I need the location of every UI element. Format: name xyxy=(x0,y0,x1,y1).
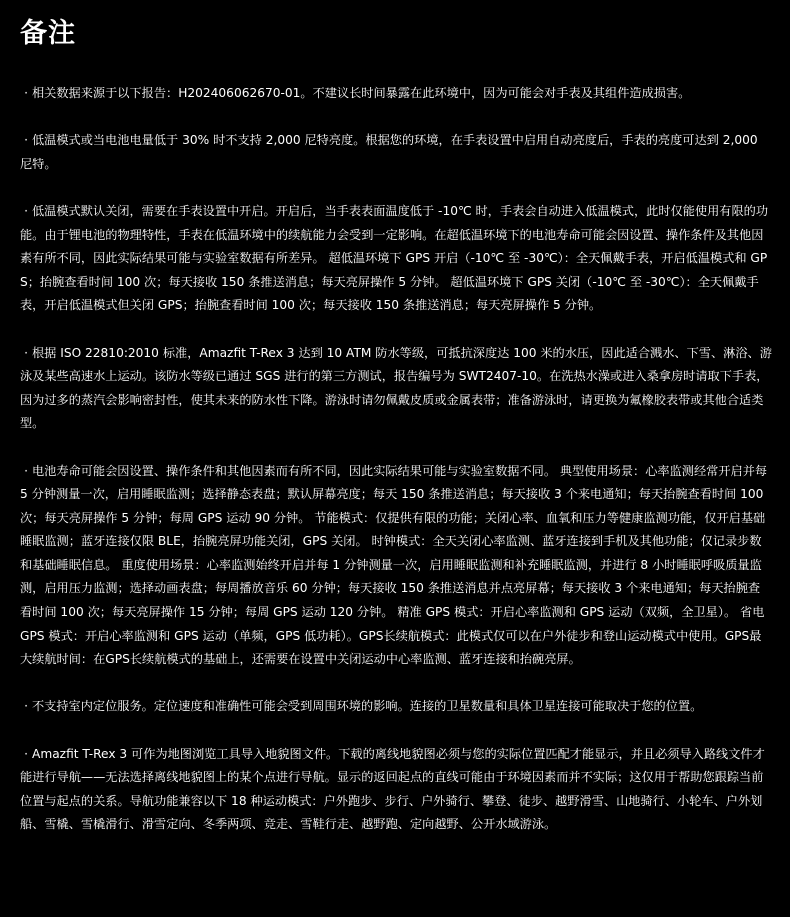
note-text: 不支持室内定位服务。定位速度和准确性可能会受到周围环境的影响。连接的卫星数量和具体卫星连接可能取决于您的位置。 xyxy=(32,699,703,714)
page-title: 备注 xyxy=(20,18,76,49)
note-item xyxy=(20,743,772,837)
notes-list xyxy=(20,82,772,837)
note-item xyxy=(20,200,772,318)
note-item xyxy=(20,460,772,672)
bullet-icon: · xyxy=(24,463,28,478)
note-item xyxy=(20,342,772,436)
bullet-icon: · xyxy=(24,203,28,218)
bullet-icon: · xyxy=(24,699,28,714)
note-text: 根据 ISO 22810:2010 标准，Amazfit T-Rex 3 达到 10 ATM 防水等级，可抵抗深度达 100 米的水压，因此适合溅水、下雪、淋浴、游泳及某些高速水上运动。该防水等级已通过 SGS 进行的第三方测试，报告编号为 SWT2407-10。在洗热水澡或进入桑拿房时请取下手表，因为过多的蒸汽会影响密封性，使其未来的防水性下降。游泳时请勿佩戴皮质或金属表带；准备游泳时，请更换为氟橡胶表带或其他合适类型。 xyxy=(20,345,772,431)
bullet-icon: · xyxy=(24,86,28,100)
note-text: 电池寿命可能会因设置、操作条件和其他因素而有所不同，因此实际结果可能与实验室数据不同。 典型使用场景：心率监测经常开启并每 5 分钟测量一次，启用睡眠监测；选择静态表盘；默认屏幕亮度；每天 150 条推送消息；每天接收 3 个来电通知；每天抬腕查看时间 100 次；每天亮屏操作 5 分钟；每周 GPS 运动 90 分钟。 节能模式：仅提供有限的功能；关闭心率、血氧和压力等健康监测功能，仅开启基础睡眠监测；蓝牙连接仅限 BLE，抬腕亮屏功能关闭，GPS 关闭。 时钟模式：全天关闭心率监测、蓝牙连接到手机及其他功能；仅记录步数和基础睡眠信息。 重度使用场景：心率监测始终开启并每 1 分钟测量一次，启用睡眠监测和补充睡眠监测，并进行 8 小时睡眠呼吸质量监测，启用压力监测；选择动画表盘；每周播放音乐 60 分钟；每天接收 150 条推送消息并点亮屏幕；每天接收 3 个来电通知；每天抬腕查看时间 100 次；每天亮屏操作 15 分钟；每周 GPS 运动 120 分钟。 精准 GPS 模式：开启心率监测和 GPS 运动（双频，全卫星）。 省电 GPS 模式：开启心率监测和 GPS 运动（单频，GPS 低功耗）。GPS长续航模式：此模式仅可以在户外徒步和登山运动模式中使用。GPS最大续航时间：在GPS长续航模式的基础上，还需要在设置中关闭运动中心率监测、蓝牙连接和抬碗亮屏。 xyxy=(20,463,768,667)
note-text: 相关数据来源于以下报告：H202406062670-01。不建议长时间暴露在此环境中，因为可能会对手表及其组件造成损害。 xyxy=(32,86,691,100)
bullet-icon: · xyxy=(24,746,28,761)
note-item xyxy=(20,82,772,106)
note-item xyxy=(20,129,772,176)
bullet-icon: · xyxy=(24,345,28,360)
bullet-icon: · xyxy=(24,133,28,148)
note-item xyxy=(20,695,772,719)
note-text: 低温模式或当电池电量低于 30% 时不支持 2,000 尼特亮度。根据您的环境，在手表设置中启用自动亮度后，手表的亮度可达到 2,000 尼特。 xyxy=(20,133,758,171)
note-text: Amazfit T-Rex 3 可作为地图浏览工具导入地貌图文件。下载的离线地貌图必须与您的实际位置匹配才能显示，并且必须导入路线文件才能进行导航——无法选择离线地貌图上的某个点进行导航。显示的返回起点的直线可能由于环境因素而并不实际；这仅用于帮助您跟踪当前位置与起点的关系。导航功能兼容以下 18 种运动模式：户外跑步、步行、户外骑行、攀登、徒步、越野滑雪、山地骑行、小轮车、户外划船、雪橇、雪橇滑行、滑雪定向、冬季两项、竞走、雪鞋行走、越野跑、定向越野、公开水域游泳。 xyxy=(20,746,765,832)
note-text: 低温模式默认关闭，需要在手表设置中开启。开启后，当手表表面温度低于 -10℃ 时，手表会自动进入低温模式，此时仅能使用有限的功能。由于锂电池的物理特性，手表在低温环境中的续航能力会受到一定影响。在超低温环境下的电池寿命可能会因设置、操作条件及其他因素有所不同，因此实际结果可能与实验室数据有所差异。 超低温环境下 GPS 开启（-10℃ 至 -30℃）：全天佩戴手表，开启低温模式和 GPS；抬腕查看时间 100 次；每天接收 150 条推送消息；每天亮屏操作 5 分钟。 超低温环境下 GPS 关闭（-10℃ 至 -30℃）：全天佩戴手表，开启低温模式但关闭 GPS；抬腕查看时间 100 次；每天接收 150 条推送消息；每天亮屏操作 5 分钟。 xyxy=(20,203,769,313)
